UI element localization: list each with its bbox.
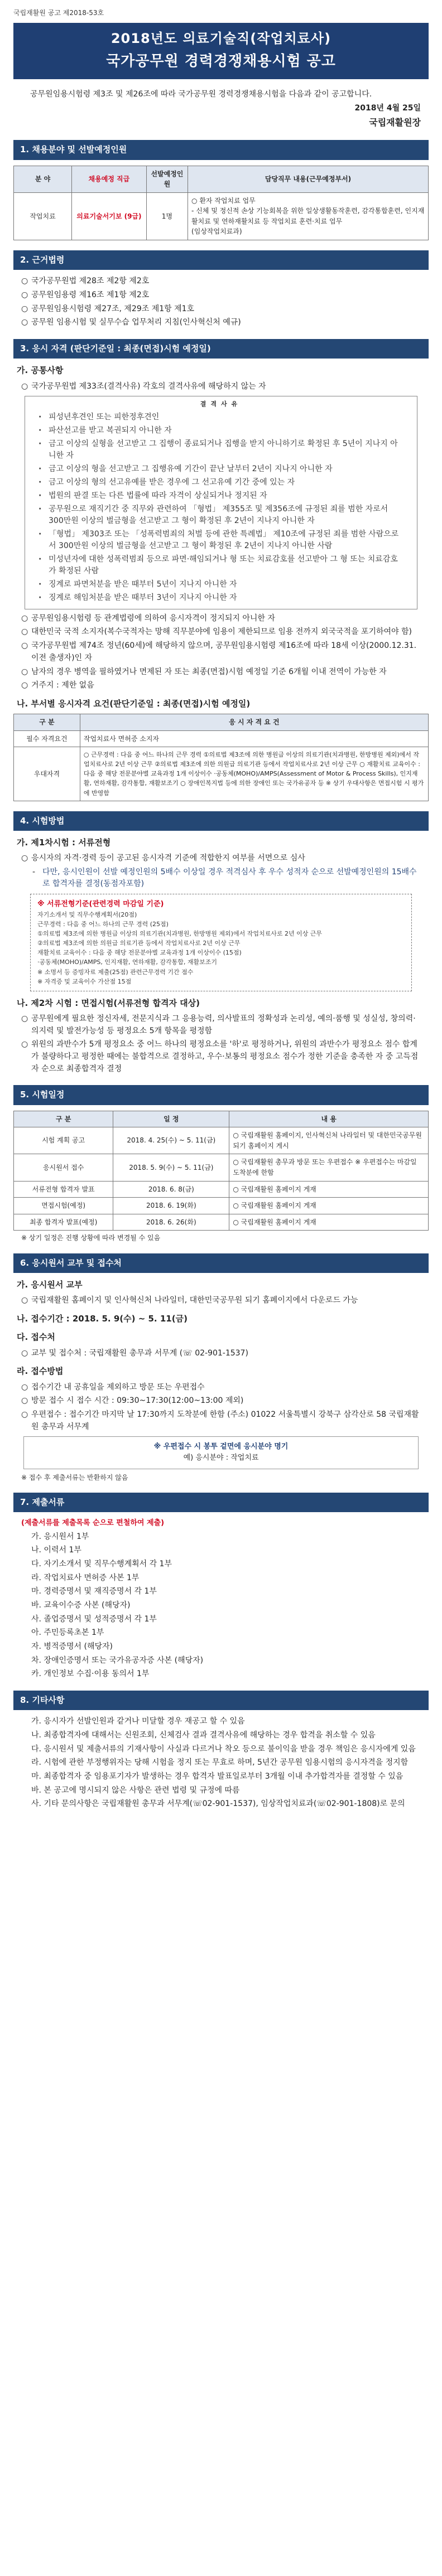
eligibility-list xyxy=(13,613,429,692)
disq-item: · 피성년후견인 또는 피한정후견인 xyxy=(39,411,403,423)
section-4-head: 4. 시험방법 xyxy=(13,811,429,831)
other-item: 다. 응시원서 및 제출서류의 기재사항이 사실과 다르거나 착오 등으로 불이익을 받을 경우 책임은 응시자에게 있음 xyxy=(31,1744,416,1754)
disq-item: · 공무원으로 재직기간 중 직무와 관련하여 「형법」 제355조 및 제356조에 규정된 죄를 범한 자로서 300만원 이상의 벌금형을 선고받고 그 형이 확정된 후 2년이 지나지 아니한 자 xyxy=(39,503,403,527)
document-item: 다. 자기소개서 및 직무수행계획서 각 1부 xyxy=(31,1559,172,1568)
disq-item: · 파산선고를 받고 복권되지 아니한 자 xyxy=(39,425,403,437)
sub-first-exam: 가. 제1차시험 : 서류전형 xyxy=(17,837,111,848)
other-item: 라. 시험에 관한 부정행위자는 당해 시험을 정지 또는 무효로 하며, 5년간 공무원 임용시험의 응시자격을 정지함 xyxy=(31,1758,409,1768)
sched-content: ○ 국립재활원 홈페이지 게재 xyxy=(229,1198,429,1214)
document-item: 카. 개인정보 수집·이용 동의서 1부 xyxy=(31,1669,150,1679)
document-item: 마. 경력증명서 및 재직증명서 각 1부 xyxy=(31,1587,157,1596)
sub-place: 다. 접수처 xyxy=(17,1332,55,1343)
mail-note: ※ 우편접수 시 봉투 겉면에 응시분야 명기 xyxy=(153,1442,289,1451)
sched-content: ○ 국립재활원 홈페이지, 인사혁신처 나라일터 및 대한민국공무원되기 홈페이지 게시 xyxy=(229,1127,429,1154)
disq-item: · 「형법」 제303조 또는 「성폭력범죄의 처벌 등에 관한 특례법」 제10조에 규정된 죄를 범한 사람으로서 300만원 이상의 벌금형을 선고받고 그 형이 확정된 후 2년이 지나지 아니한 사람 xyxy=(39,529,403,552)
title-line1: 2018년도 의료기술직(작업치료사) xyxy=(110,30,332,46)
th-duties: 담당직무 내용(근무예정부서) xyxy=(188,166,429,192)
criteria-line: 자기소개서 및 직무수행계획서(20점) xyxy=(37,911,137,919)
document-item: 바. 교육이수증 사본 (해당자) xyxy=(31,1600,131,1610)
criteria-line: ①의료법 제3조에 의한 병원급 이상의 의료기관(치과병원, 한방병원 제외)에서 작업치료사로 2년 이상 근무 xyxy=(37,930,323,938)
document-item: 아. 주민등록초본 1부 xyxy=(31,1628,104,1638)
notice-date: 2018년 4월 25일 xyxy=(354,103,421,113)
title-line2: 국가공무원 경력경쟁채용시험 공고 xyxy=(106,52,336,70)
sched-date: 2018. 6. 19(화) xyxy=(113,1198,229,1214)
place-list xyxy=(13,1348,429,1360)
documents-lead: (제출서류를 제출목록 순으로 편철하여 제출) xyxy=(21,1519,165,1528)
law-list xyxy=(13,275,429,329)
document-item: 사. 졸업증명서 및 성적증명서 각 1부 xyxy=(31,1614,157,1624)
common-list xyxy=(13,381,429,393)
other-item: 사. 기타 문의사항은 국립재활원 총무과 서무계(☏02-901-1537), 임상작업치료과(☏02-901-1808)로 문의 xyxy=(31,1799,405,1809)
sched-date: 2018. 4. 25(수) ~ 5. 11(금) xyxy=(113,1127,229,1154)
document-item: 나. 이력서 1부 xyxy=(31,1546,81,1555)
sched-item: 최종 합격자 발표(예정) xyxy=(14,1214,113,1231)
document-item: 자. 병적증명서 (해당자) xyxy=(31,1642,113,1652)
sub-requirements: 나. 부서별 응시자격 요건(판단기준일 : 최종(면접)시험 예정일) xyxy=(17,698,251,709)
sub-form-issue: 가. 응시원서 교부 xyxy=(17,1280,83,1290)
th-grade: 채용예정 직급 xyxy=(72,166,147,192)
other-item: 나. 최종합격자에 대해서는 신원조회, 신체검사 결과 결격사유에 해당하는 경우 합격을 취소할 수 있음 xyxy=(31,1731,376,1740)
disqualification-box xyxy=(25,396,417,609)
criteria-line: ※ 자격증 및 교육이수 가산점 15점 xyxy=(37,977,132,985)
other-item: 마. 최종합격자 중 임용포기자가 발생하는 경우 합격자 발표일로부터 3개월 이내 추가합격자를 결정할 수 있음 xyxy=(31,1772,403,1781)
schedule-table xyxy=(13,1111,429,1231)
screening-criteria-title: ※ 서류전형기준(관련경력 마감일 기준) xyxy=(37,900,164,909)
td-grade: 의료기술서기보 (9급) xyxy=(72,192,147,240)
req-label: 필수 자격요건 xyxy=(14,730,80,747)
td-field: 작업치료 xyxy=(14,192,72,240)
second-exam-list xyxy=(13,1013,429,1075)
first-exam-text: 다만, 응시인원이 선발 예정인원의 5배수 이상일 경우 적격심사 후 우수 성적자 순으로 선발예정인원의 15배수로 합격자를 결정(동점자포함) xyxy=(42,867,417,889)
requirements-table xyxy=(13,714,429,801)
section-6-head: 6. 응시원서 교부 및 접수처 xyxy=(13,1253,429,1273)
section-3-head: 3. 응시 자격 (판단기준일 : 최종(면접)시험 예정일) xyxy=(13,339,429,359)
sched-item: 면접시험(예정) xyxy=(14,1198,113,1214)
sched-item: 서류전형 합격자 발표 xyxy=(14,1181,113,1198)
td-duties xyxy=(188,192,429,240)
title-banner xyxy=(13,23,429,79)
th-requirements: 응 시 자 격 요 건 xyxy=(80,714,428,731)
sub-method: 라. 접수방법 xyxy=(17,1366,64,1377)
law-item: ○ 국가공무원법 제28조 제2항 제2호 xyxy=(21,275,421,288)
th-count: 선발예정인원 xyxy=(146,166,188,192)
section-2-head: 2. 근거법령 xyxy=(13,250,429,270)
first-exam-list xyxy=(13,853,429,865)
sub-common: 가. 공통사항 xyxy=(17,365,64,376)
th-date: 일 정 xyxy=(113,1111,229,1127)
first-exam-sub-list xyxy=(13,866,429,890)
sched-content: ○ 국립재활원 홈페이지 게재 xyxy=(229,1214,429,1231)
method-item: ○ 우편접수 : 접수기간 마지막 날 17:30까지 도착분에 한함 (주소) 01022 서울특별시 강북구 삼각산로 58 국립재활원 총무과 서무계 xyxy=(21,1409,421,1433)
disq-item: · 법원의 판결 또는 다른 법률에 따라 자격이 상실되거나 정지된 자 xyxy=(39,490,403,502)
sched-content: ○ 국립재활원 홈페이지 게재 xyxy=(229,1181,429,1198)
box-title: 결격사유 xyxy=(200,400,242,408)
td-count: 1명 xyxy=(146,192,188,240)
eligibility-item: ○ 남자의 경우 병역을 필하였거나 면제된 자 또는 최종(면접)시험 예정일 기준 6개월 이내 전역이 가능한 자 xyxy=(21,666,421,679)
th-category: 구 분 xyxy=(14,714,80,731)
eligibility-item: ○ 공무원임용시험령 등 관계법령에 의하여 응시자격이 정지되지 아니한 자 xyxy=(21,613,421,625)
method-item: ○ 방문 접수 시 접수 시간 : 09:30~17:30(12:00~13:00 제외) xyxy=(21,1395,421,1407)
criteria-line: 근무경력 : 다음 중 어느 하나의 근무 경력 (25점) xyxy=(37,921,169,928)
notice-number: 국립재활원 공고 제2018-53호 xyxy=(13,9,104,17)
other-list xyxy=(13,1716,429,1810)
disq-item: · 미성년자에 대한 성폭력범죄 등으로 파면·해임되거나 형 또는 치료감호를 선고받아 그 형 또는 치료감호가 확정된 사람 xyxy=(39,554,403,577)
sched-date: 2018. 6. 8(금) xyxy=(113,1181,229,1198)
criteria-line: 재활치료 교육이수 : 다음 중 해당 전문분야별 교육과정 1개 이상이수 (15점) xyxy=(37,949,242,957)
eligibility-item: ○ 거주지 : 제한 없음 xyxy=(21,680,421,692)
sched-content: ○ 국립재활원 총무과 방문 또는 우편접수 ※ 우편접수는 마감일 도착분에 한함 xyxy=(229,1154,429,1181)
screening-criteria-box xyxy=(30,894,412,991)
sched-item: 시험 계획 공고 xyxy=(14,1127,113,1154)
th-item: 구 분 xyxy=(14,1111,113,1127)
mail-note-example: 예) 응시분야 : 작업치료 xyxy=(183,1454,259,1463)
other-item: 바. 본 공고에 명시되지 않은 사항은 관련 법령 및 규정에 따름 xyxy=(31,1785,240,1795)
th-field: 분 야 xyxy=(14,166,72,192)
req-text: 작업치료사 면허증 소지자 xyxy=(80,730,428,747)
req-text: ○ 근무경력 : 다음 중 어느 하나의 근무 경력 ①의료법 제3조에 의한 병원급 이상의 의료기관(치과병원, 한방병원 제외)에서 작업치료사로 2년 이상 근무 ②의료법 제3조에 의한 의원급 의료기관 등에서 작업치료사로 2년 이상 근무 ○ 재활치료 교육이수 : 다음 중 해당 전문분야별 교육과정 1개 이상이수 ·공동체(MOHO)/AMPS(Assessment of Motor & Process Skills), 인지재활, 연하재활, 감각통합, 재활보조기 ○ 장애인복지법 등에 의한 장애인 또는 국가유공자 등 ※ 상기 우대사항은 면접시험 시 평가에 반영함 xyxy=(80,747,428,801)
recruit-table xyxy=(13,166,429,241)
disq-item: · 금고 이상의 형을 선고받고 그 집행유예 기간이 끝난 날부터 2년이 지나지 아니한 자 xyxy=(39,463,403,475)
duty-line: - 신체 및 정신적 손상 기능회복을 위한 일상생활동작훈련, 감각통합훈련, 인지재활치료 및 연하재활치료 등 작업치료 훈련·치료 업무 xyxy=(191,207,425,225)
eligibility-item: ○ 대한민국 국적 소지자(복수국적자는 망해 직무분야에 임용이 제한되므로 임용 전까지 외국국적을 포기하여야 함) xyxy=(21,626,421,638)
sched-date: 2018. 5. 9(수) ~ 5. 11(금) xyxy=(113,1154,229,1181)
th-content: 내 용 xyxy=(229,1111,429,1127)
document-item: 라. 작업치료사 면허증 사본 1부 xyxy=(31,1573,140,1582)
section-8-head: 8. 기타사항 xyxy=(13,1691,429,1710)
other-item: 가. 응시자가 선발인원과 같거나 미달할 경우 재공고 할 수 있음 xyxy=(31,1717,245,1726)
disq-item: · 금고 이상의 형의 선고유예를 받은 경우에 그 선고유예 기간 중에 있는 자 xyxy=(39,477,403,488)
sched-item: 응시원서 접수 xyxy=(14,1154,113,1181)
second-exam-item: ○ 위원의 과반수가 5개 평정요소 중 어느 하나의 평정요소를 '하'로 평정하거나, 위원의 과반수가 평정요소 점수 합계가 불량하다고 평정한 때에는 불합격으로 결정하고, 우수·보통의 평정요소 점수가 정한 기준을 충족한 자 중 고득점자 순으로 최종합격자 결정 xyxy=(21,1039,421,1075)
criteria-line: ※ 소명서 등 증빙자료 제출(25점) 관련근무경력 기간 점수 xyxy=(37,968,194,976)
place-item: ○ 교부 및 접수처 : 국립재활원 총무과 서무계 (☏ 02-901-1537) xyxy=(21,1348,421,1360)
law-item: ○ 공무원임용령 제16조 제1항 제2호 xyxy=(21,289,421,302)
criteria-line: ·공동체(MOHO)/AMPS, 인지재활, 연하재활, 감각통합, 재활보조기 xyxy=(37,958,217,966)
mail-note-box xyxy=(23,1436,419,1469)
common-item: ○ 국가공무원법 제33조(결격사유) 각호의 결격사유에 해당하지 않는 자 xyxy=(21,381,421,393)
eligibility-item: ○ 국가공무원법 제74조 정년(60세)에 해당하지 않으며, 공무원임용시험령 제16조에 따라 18세 이상(2000.12.31. 이전 출생자)인 자 xyxy=(21,640,421,664)
document-item: 가. 응시원서 1부 xyxy=(31,1532,89,1541)
intro-text: 공무원임용시험령 제3조 및 제26조에 따라 국가공무원 경력경쟁채용시험을 다음과 같이 공고합니다. xyxy=(30,90,372,99)
form-issue-list xyxy=(13,1295,429,1307)
disq-item: · 징계로 해임처분을 받은 때부터 3년이 지나지 아니한 자 xyxy=(39,592,403,604)
second-exam-item: ○ 공무원에게 필요한 정신자세, 전문지식과 그 응용능력, 의사발표의 정확성과 논리성, 예의·품행 및 성실성, 창의력·의지력 및 발전가능성 등 평정요소 5개 항목을 평정함 xyxy=(21,1013,421,1037)
section-7-head: 7. 제출서류 xyxy=(13,1493,429,1512)
submit-note: ※ 접수 후 제출서류는 반환하지 않음 xyxy=(21,1473,128,1481)
law-item: ○ 공무원 임용시험 및 실무수습 업무처리 지침(인사혁신처 예규) xyxy=(21,317,421,329)
documents-list xyxy=(13,1531,429,1681)
schedule-note: ※ 상기 일정은 진행 상황에 따라 변경될 수 있음 xyxy=(21,1234,161,1242)
disq-item: · 징계로 파면처분을 받은 때부터 5년이 지나지 아니한 자 xyxy=(39,579,403,590)
sub-second-exam: 나. 제2차 시험 : 면접시험(서류전형 합격자 대상) xyxy=(17,998,200,1008)
sched-date: 2018. 6. 26(화) xyxy=(113,1214,229,1231)
sub-period: 나. 접수기간 : 2018. 5. 9(수) ~ 5. 11(금) xyxy=(17,1314,188,1324)
section-5-head: 5. 시험일정 xyxy=(13,1085,429,1105)
first-exam-item xyxy=(32,866,421,890)
document-item: 차. 장애인증명서 또는 국가유공자증 사본 (해당자) xyxy=(31,1655,204,1665)
method-list xyxy=(13,1382,429,1434)
duty-line: ○ 환자 작업치료 업무 xyxy=(191,196,256,205)
disq-item: · 금고 이상의 실형을 선고받고 그 집행이 종료되거나 집행을 받지 아니하기로 확정된 후 5년이 지나지 아니한 자 xyxy=(39,438,403,462)
duty-dept: (임상작업치료과) xyxy=(191,227,242,236)
section-1-head: 1. 채용분야 및 선발예정인원 xyxy=(13,140,429,159)
form-issue-item: ○ 국립재활원 홈페이지 및 인사혁신처 나라일터, 대한민국공무원 되기 홈페이지에서 다운로드 가능 xyxy=(21,1295,421,1307)
law-item: ○ 공무원임용시험령 제27조, 제29조 제1항 제1호 xyxy=(21,303,421,316)
first-exam-item: ○ 응시자의 자격·경력 등이 공고된 응시자격 기준에 적합한지 여부를 서면으로 심사 xyxy=(21,853,421,865)
disq-list xyxy=(31,411,411,604)
criteria-line: ②의료법 제3조에 의한 의원급 의료기관 등에서 작업치료사로 2년 이상 근무 xyxy=(37,940,241,947)
issuing-org: 국립재활원장 xyxy=(369,117,421,128)
req-label: 우대자격 xyxy=(14,747,80,801)
method-item: ○ 접수기간 내 공휴일을 제외하고 방문 또는 우편접수 xyxy=(21,1382,421,1394)
